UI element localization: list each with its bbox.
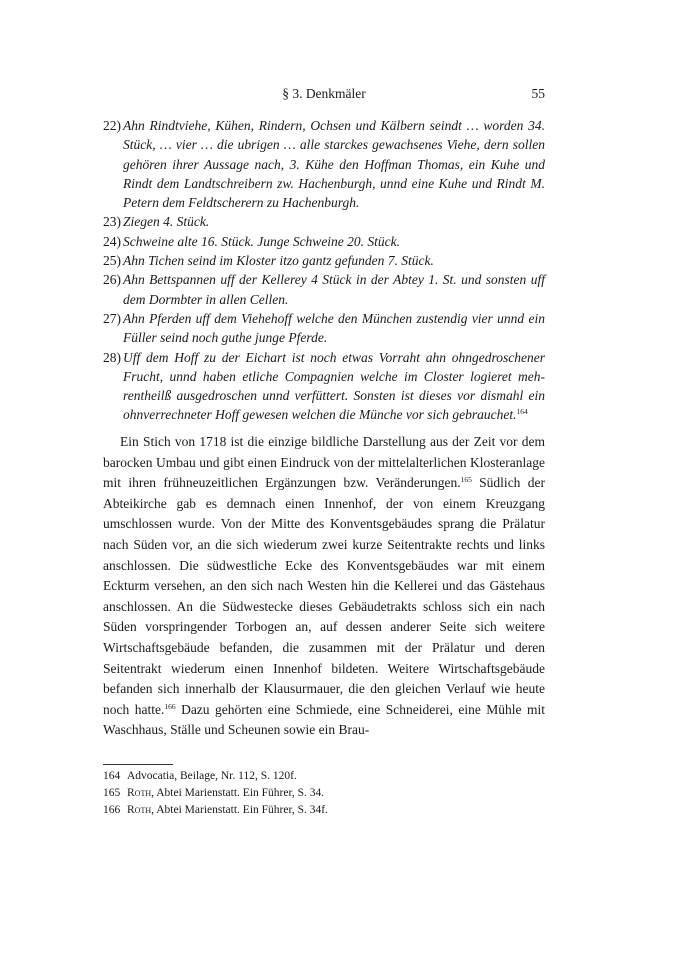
- item-text: Ahn Bettspannen uff der Kellerey 4 Stück in der Abtey 1. St. und sonsten uff dem Dormbter in allen Cellen.: [123, 272, 545, 307]
- footnote: [103, 768, 545, 785]
- list-item: [103, 212, 545, 231]
- list-item: [103, 348, 545, 425]
- item-number: 25): [103, 253, 121, 269]
- footnote-divider: [103, 764, 173, 765]
- list-item: [103, 116, 545, 212]
- item-text: Schweine alte 16. Stück. Junge Schweine 20. Stück.: [123, 233, 401, 249]
- item-number: 24): [103, 233, 121, 249]
- footnote-text: [127, 785, 324, 802]
- footnote-text: [127, 802, 328, 819]
- footnote: [103, 802, 545, 819]
- footnote-text: [127, 768, 297, 785]
- footnote: [103, 785, 545, 802]
- list-item: [103, 232, 545, 251]
- footnote-number: 164: [103, 770, 121, 782]
- footnote-citation: , Abtei Marienstatt. Ein Führer, S. 34.: [151, 787, 325, 799]
- footnote-citation: Advocatia, Beilage, Nr. 112, S. 120f.: [127, 770, 297, 782]
- running-header: [103, 86, 545, 104]
- item-text: Ahn Tichen seind im Kloster itzo gantz gefunden 7. Stück.: [123, 253, 434, 269]
- item-number: 28): [103, 349, 121, 365]
- body-text-part3: Dazu gehörten eine Schmiede, eine Schneiderei, eine Mühle mit Waschhaus, Ställe und Scheunen sowie ein Brau-: [103, 701, 546, 738]
- item-text: Ziegen 4. Stück.: [123, 214, 210, 230]
- item-text: [123, 348, 545, 425]
- footnote-ref-165[interactable]: 165: [460, 475, 472, 485]
- footnote-number: 165: [103, 787, 121, 799]
- item-text-body: Uff dem Hoff zu der Eichart ist noch etwas Vorraht ahn ohngedroschener Frucht, unnd haben etliche Compagnien welche im Closter logieret mehrentheilß ausgedroschen unnd verfüttert. Sonsten ist dieses vor dismahl ein ohnverrechneter Hoff gewesen welchen die Münche vor sich gebrauchet.: [123, 349, 545, 423]
- footnote-ref-164[interactable]: 164: [516, 407, 528, 417]
- footnote-citation: , Abtei Marienstatt. Ein Führer, S. 34f.: [151, 804, 328, 816]
- page-number: 55: [531, 86, 545, 101]
- item-text: Ahn Pferden uff dem Viehehoff welche den München zustendig vier unnd ein Füller seind noch guthe junge Pferde.: [123, 310, 545, 346]
- footnote-author: Roth: [127, 787, 152, 799]
- footnote-number: 166: [103, 804, 121, 816]
- footnote-author: Roth: [127, 804, 152, 816]
- item-number: 26): [103, 272, 121, 288]
- body-text-part2: Südlich der Abteikirche gab es demnach einen Innenhof, der von einem Kreuzgang umschlossen wurde. Von der Mitte des Konventsgebäudes sprang die Prälatur nach Süden vor, an die sich wiederum zwei kurze Seitentrakte rechts und links anschlossen. Die südwestliche Ecke des Konventsgebäudes war mit einem Eckturm versehen, an den sich nach Westen hin die Kellerei und das Gästehaus anschlossen. An die Südwestecke dieses Gebäudetrakts schloss sich ein nach Süden vorspringender Torbogen an, auf dessen anderer Seite sich weitere Wirtschaftsgebäude befanden, die zusammen mit der Prälatur und deren Seitentrakt wiederum einen Innenhof bildeten. Weitere Wirtschaftsgebäude befanden sich innerhalb der Klausurmauer, die den gleichen Verlauf wie heute noch hatte.: [103, 475, 545, 717]
- body-text-part1: Ein Stich von 1718 ist die einzige bildliche Darstellung aus der Zeit vor dem barocken Umbau und gibt einen Eindruck von der mittelalterlichen Klosteranlage mit ihren frühneuzeitlichen Ergänzungen bzw. Veränderungen.: [103, 434, 545, 491]
- item-number: 27): [103, 310, 121, 326]
- body-paragraph: [103, 432, 545, 741]
- footnotes: [103, 768, 545, 819]
- inventory-list: [103, 116, 545, 425]
- footnote-ref-166[interactable]: 166: [164, 701, 176, 711]
- list-item: [103, 251, 545, 270]
- item-number: 22): [103, 118, 121, 133]
- item-text: Ahn Rindtviehe, Kühen, Rindern, Ochsen und Kälbern seindt … worden 34. Stück, … vier … die ubrigen … alle starckes gewachsenes Viehe, dern sollen gehören ihrer Aussage nach, 3. Kühe den Hoffman Thomas, ein Kuhe und Rindt dem Landtschreibern zw. Hachenburgh, unnd eine Kuhe und Rindt M. Petern dem Feldtscherern zu Hachenburgh.: [123, 118, 545, 211]
- list-item: [103, 309, 545, 348]
- section-title: § 3. Denkmäler: [282, 86, 366, 101]
- item-number: 23): [103, 214, 121, 230]
- list-item: [103, 270, 545, 309]
